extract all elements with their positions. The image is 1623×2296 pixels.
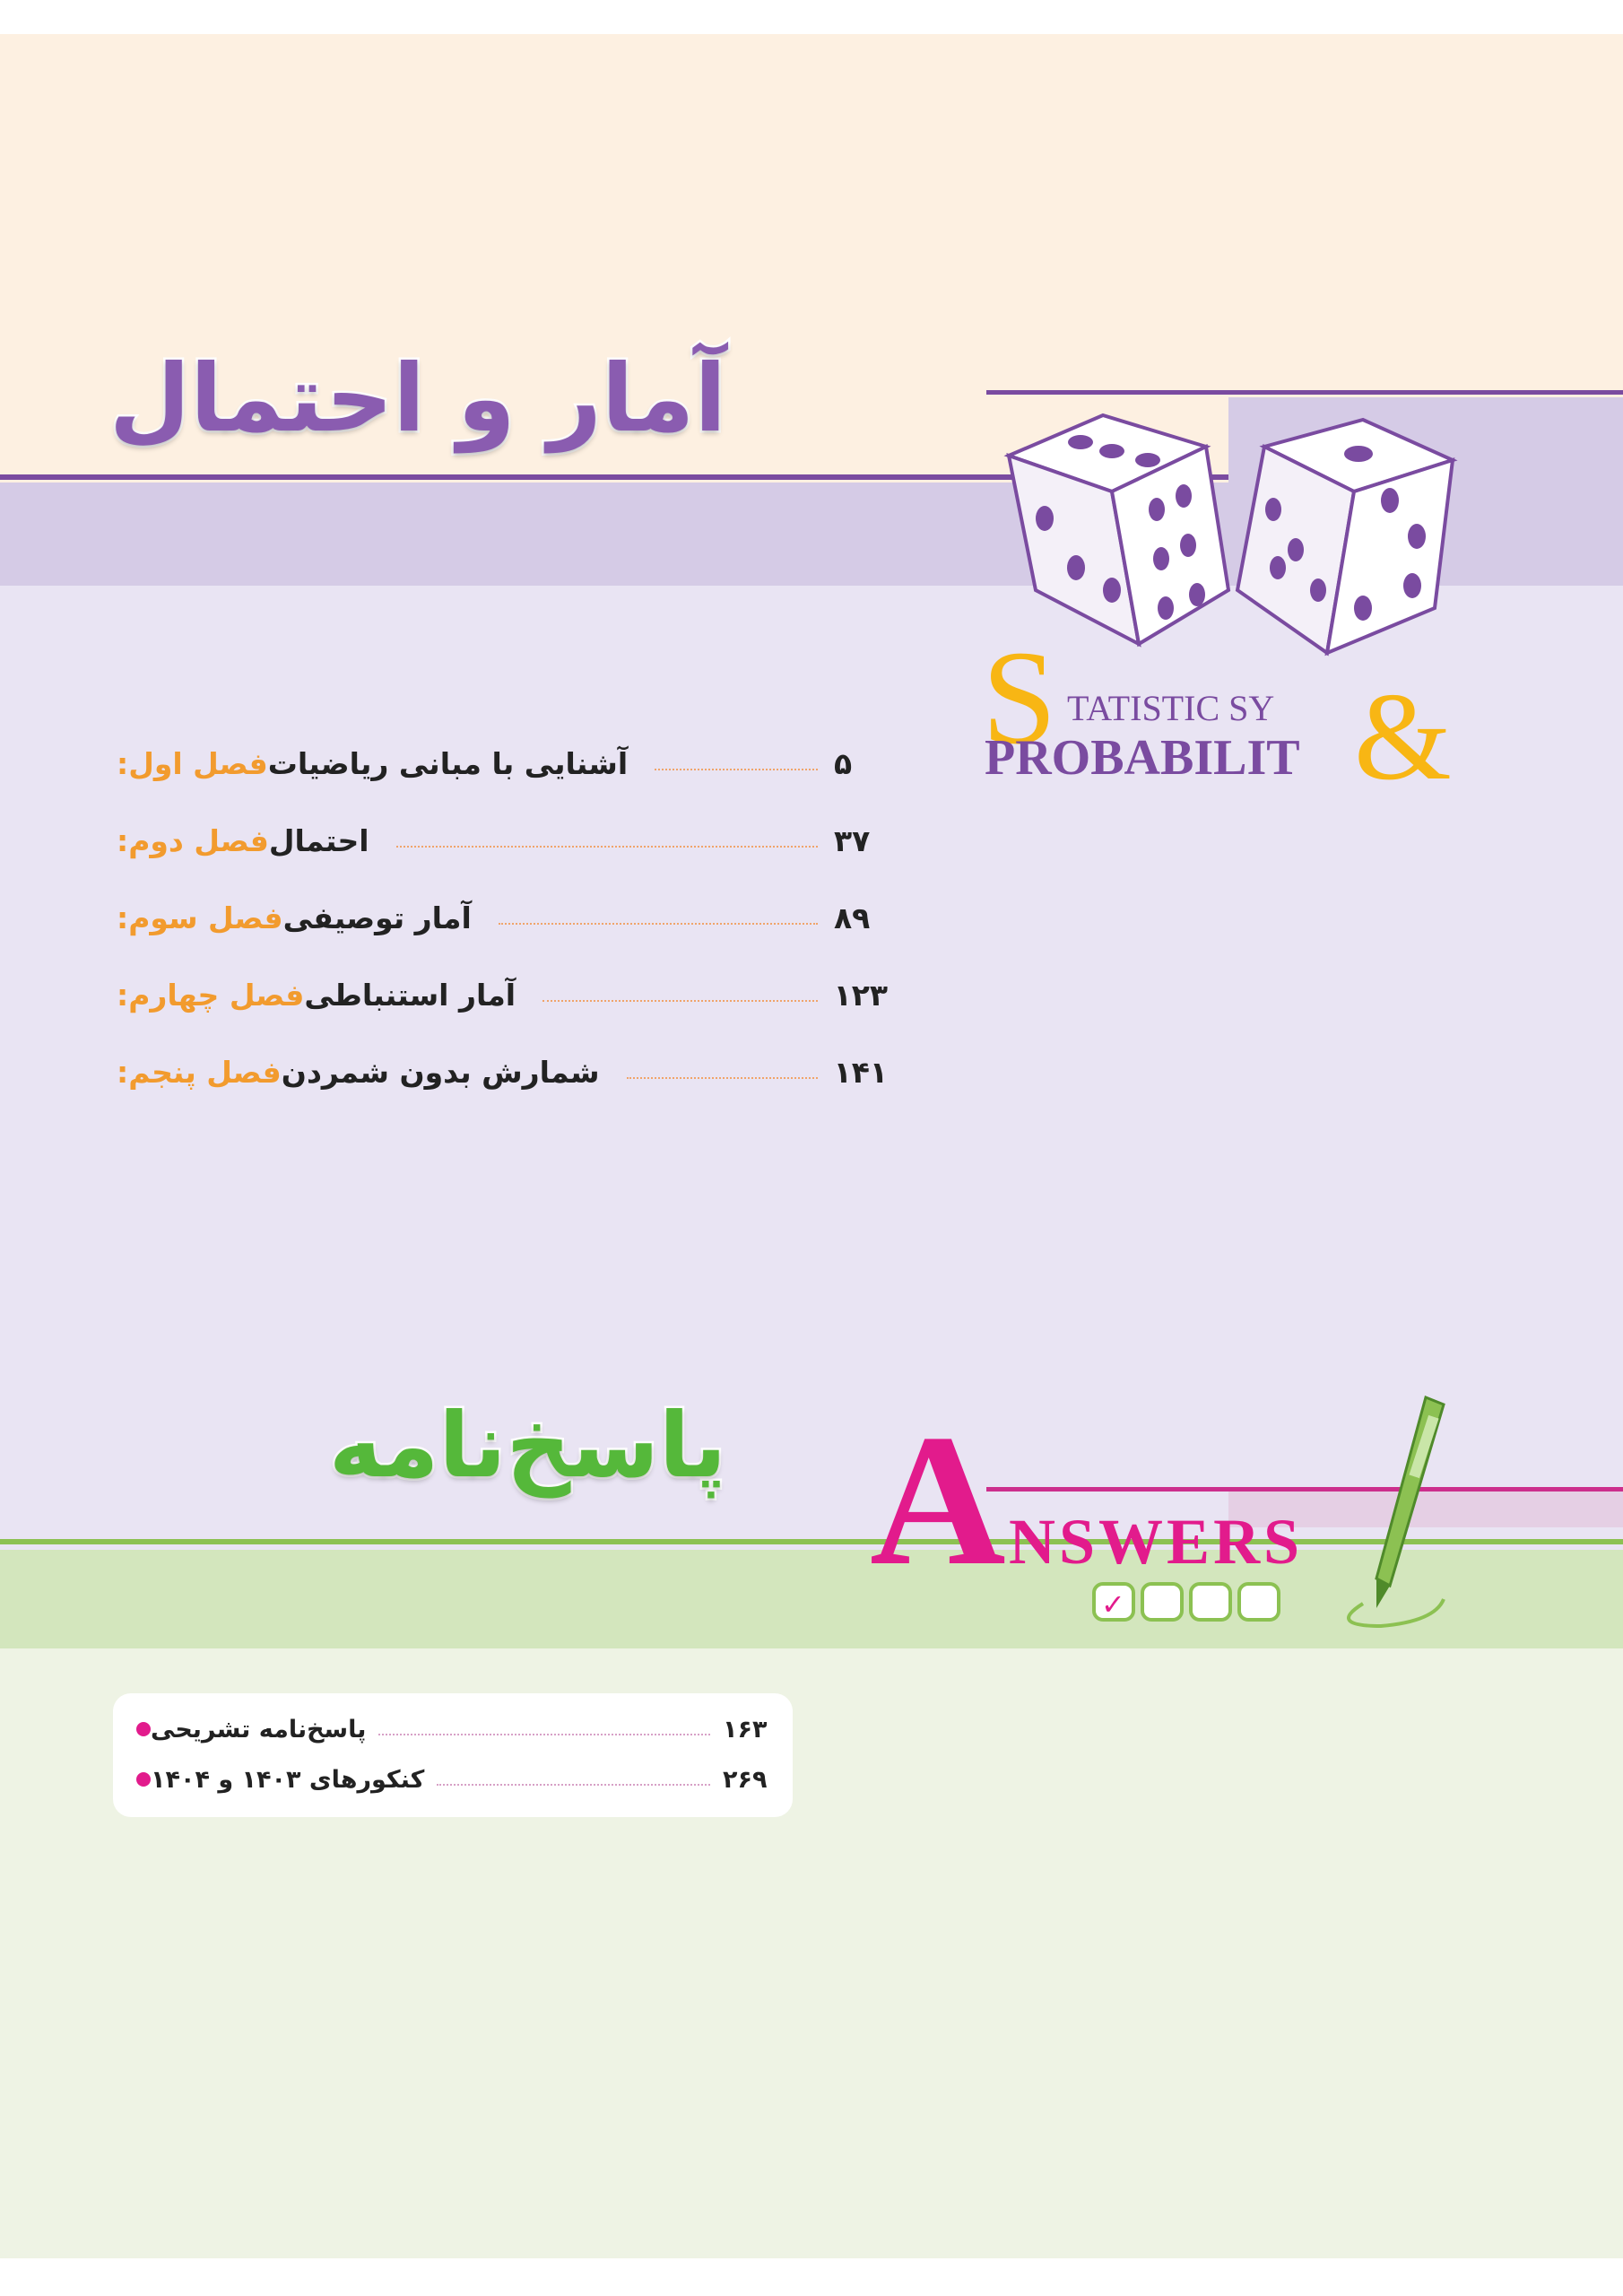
chapter-label: فصل سوم: — [117, 900, 283, 935]
dot-leader — [437, 1784, 710, 1786]
dot-leader — [542, 1000, 817, 1002]
toc-row[interactable] — [117, 956, 888, 1033]
page-number: ۸۹ — [834, 900, 871, 935]
dot-leader — [378, 1734, 710, 1735]
answers-box — [113, 1693, 793, 1817]
page — [0, 34, 1623, 2258]
pen-icon — [1349, 1397, 1444, 1626]
chapter-title: آمار استنباطی — [304, 977, 516, 1013]
chapter-label: فصل چهارم: — [117, 977, 305, 1013]
table-of-contents — [117, 725, 888, 1110]
dot-leader — [396, 846, 818, 848]
page-number: ۱۴۱ — [833, 1054, 888, 1090]
chapter-label: فصل دوم: — [117, 822, 269, 858]
page-number: ۳۷ — [834, 822, 871, 858]
answers-logo — [861, 1379, 1506, 1720]
logo-big-a: A — [870, 1396, 1006, 1605]
dot-leader — [655, 769, 818, 770]
chapter-label: فصل پنجم: — [117, 1054, 282, 1090]
logo-answers-text: NSWERS — [1009, 1506, 1304, 1578]
chapter-title: آشنایی با مبانی ریاضیات — [267, 745, 629, 781]
chapter-label: فصل اول: — [117, 745, 268, 781]
logo-line1: TATISTIC SY — [1067, 688, 1275, 728]
logo-ampersand: & — [1354, 667, 1452, 796]
page-number: ۵ — [834, 745, 853, 781]
toc-row[interactable] — [117, 725, 888, 802]
bullet-icon — [136, 1722, 151, 1736]
book-title: آمار و احتمال — [108, 344, 726, 453]
bullet-icon — [136, 1772, 151, 1787]
chapter-title: احتمال — [268, 822, 369, 858]
answers-item-title: کنکورهای ۱۴۰۳ و ۱۴۰۴ — [151, 1765, 425, 1794]
toc-row[interactable] — [117, 879, 888, 956]
page-number: ۲۶۹ — [723, 1765, 768, 1794]
logo-line2: PROBABILIT — [985, 730, 1300, 786]
page-number: ۱۶۳ — [723, 1715, 768, 1744]
toc-row[interactable] — [117, 802, 888, 879]
answers-row[interactable] — [113, 1704, 793, 1754]
dice-icon — [1009, 415, 1453, 653]
page-number: ۱۲۳ — [833, 977, 888, 1013]
dot-leader — [499, 923, 818, 925]
statistics-probability-logo — [968, 384, 1596, 796]
answers-title: پاسخ‌نامه — [328, 1393, 726, 1498]
checkbox-icons — [1094, 1584, 1279, 1622]
chapter-title: آمار توصیفی — [282, 900, 472, 935]
answers-item-title: پاسخ‌نامه تشریحی — [151, 1715, 367, 1744]
chapter-title: شمارش بدون شمردن — [281, 1054, 600, 1090]
logo-big-s: S — [982, 623, 1057, 772]
dot-leader — [627, 1077, 818, 1079]
toc-row[interactable] — [117, 1033, 888, 1110]
check-icon: ✓ — [1101, 1587, 1125, 1622]
answers-row[interactable] — [113, 1754, 793, 1805]
